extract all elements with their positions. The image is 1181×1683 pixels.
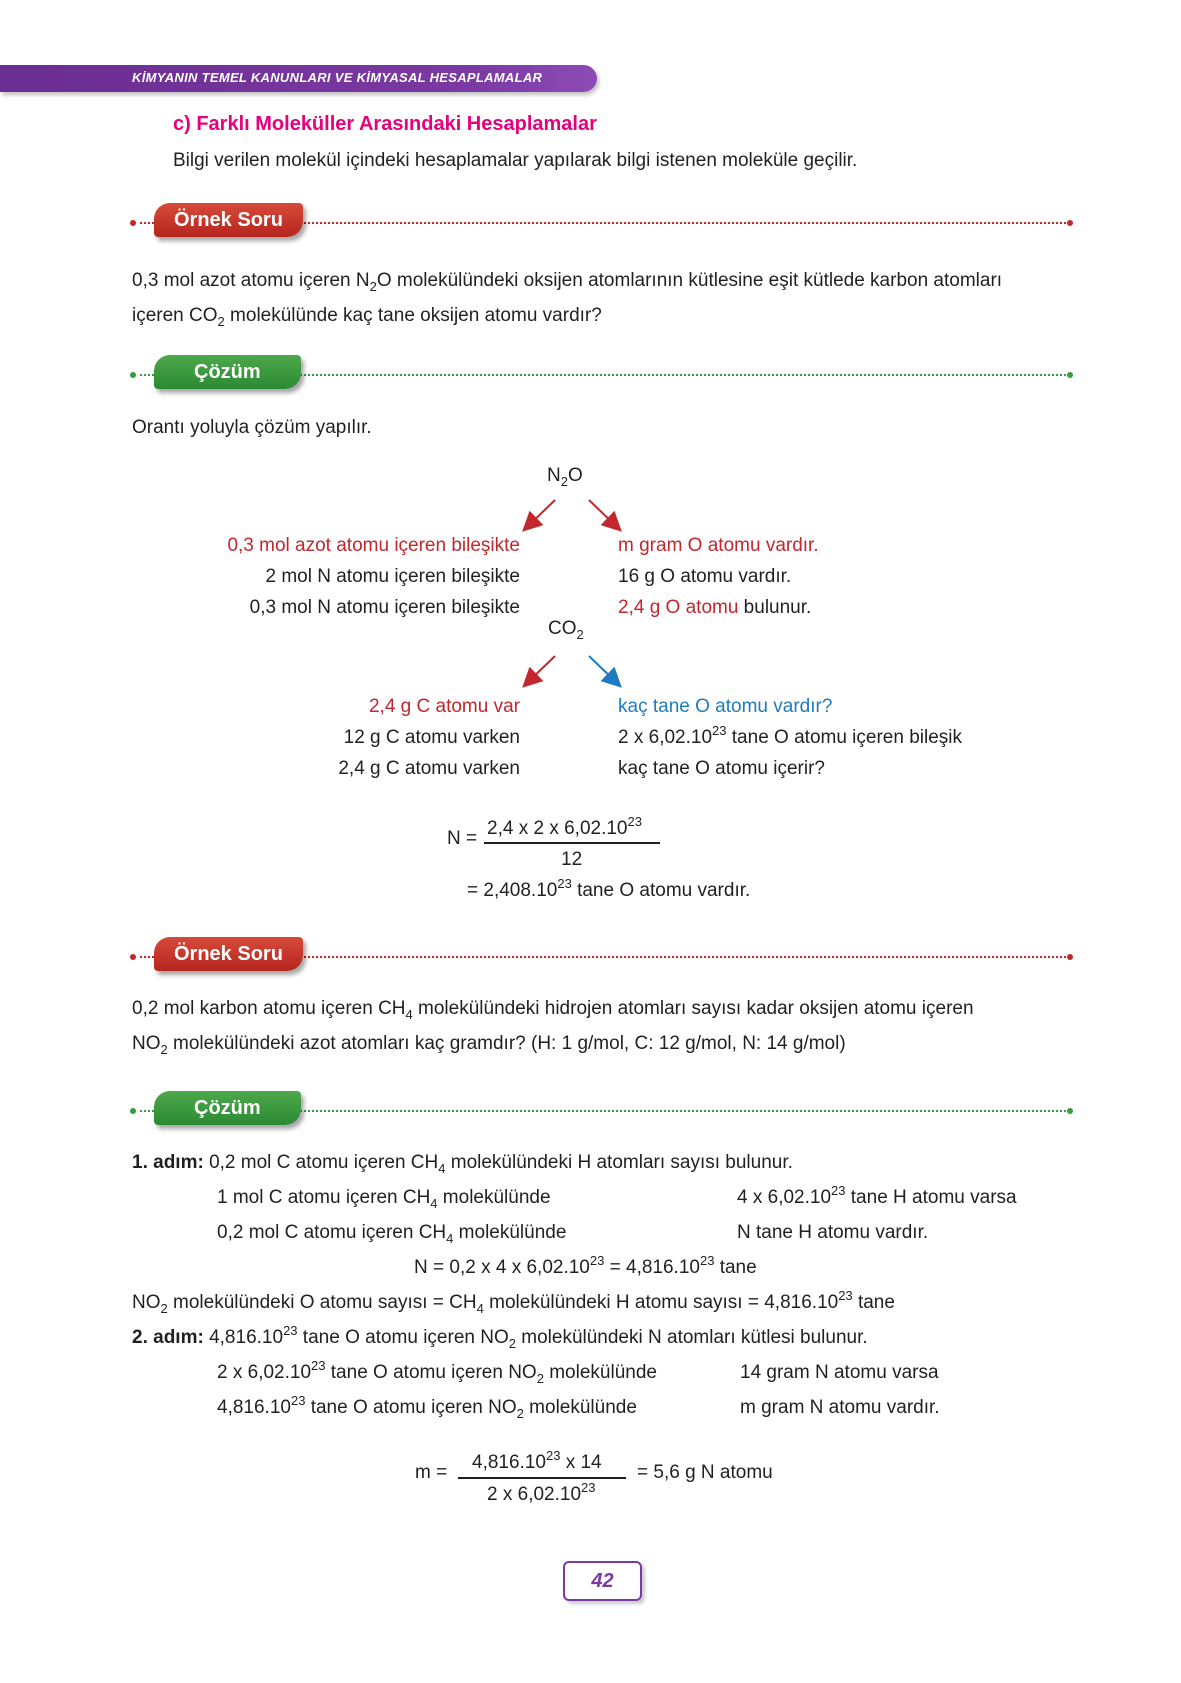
step1-calculation: N = 0,2 x 4 x $6,02.10^{23} = 4,816.10^{23}$ tane: [414, 1253, 757, 1278]
step1-row1-right: 4 x 6,02.10$^{23}$ tane H atomu varsa: [737, 1183, 1017, 1208]
solution-badge: Çözüm: [154, 1091, 301, 1125]
n2o-formula: $N_2O$: [547, 465, 583, 489]
arrow-right-1: [589, 500, 619, 529]
arrow-right-2: [589, 656, 619, 685]
formula1-result: = $2,408.10^{23}$ tane O atomu vardır.: [467, 876, 751, 901]
right1-line3: 2,4 g O atomu bulunur.: [618, 597, 812, 618]
formula2-fraction-bar: [458, 1477, 626, 1479]
example2-question-line1: 0,2 mol karbon atomu içeren $CH_4$ molekülündeki hidrojen atomları sayısı kadar oksijen atomu içeren: [132, 998, 974, 1022]
section-intro: Bilgi verilen molekül içindeki hesaplamalar yapılarak bilgi istenen moleküle geçilir.: [173, 150, 858, 171]
right2-line3: kaç tane O atomu içerir?: [618, 758, 825, 779]
arrow-left-2: [525, 656, 555, 685]
formula1-fraction-bar: [484, 842, 660, 844]
solution1-method: Orantı yoluyla çözüm yapılır.: [132, 417, 372, 438]
left2-line3: 2,4 g C atomu varken: [338, 758, 520, 779]
example-badge: Örnek Soru: [154, 937, 303, 971]
step1-row2-left: 0,2 mol C atomu içeren $CH_4$ molekülünde: [217, 1222, 567, 1246]
left2-line2: 12 g C atomu varken: [343, 727, 520, 748]
formula1-numerator: 2,4 x 2 x 6,02.10$^{23}$: [487, 814, 642, 839]
left2-line1: 2,4 g C atomu var: [368, 696, 520, 717]
step1-row1-left: 1 mol C atomu içeren $CH_4$ molekülünde: [217, 1187, 551, 1211]
right1-line2: 16 g O atomu vardır.: [618, 566, 792, 587]
solution-badge: Çözüm: [154, 355, 301, 389]
equality-line: $NO_2$ molekülündeki O atomu sayısı = $CH_4$ molekülündeki H atomu sayısı = $4,816.10^{23}$ tane: [132, 1288, 895, 1316]
left1-line1: 0,3 mol azot atomu içeren bileşikte: [227, 535, 520, 556]
running-header-title: KİMYANIN TEMEL KANUNLARI VE KİMYASAL HESAPLAMALAR: [132, 70, 543, 85]
step2-line: 2. adım: 4,816.10$^{23}$ tane O atomu içeren $NO_2$ molekülündeki N atomları kütlesi bulunur.: [132, 1323, 868, 1351]
example2-question-line2: $NO_2$ molekülündeki azot atomları kaç gramdır? (H: 1 g/mol, C: 12 g/mol, N: 14 g/mol): [132, 1033, 846, 1057]
example1-question-line2: içeren $CO_2$ molekülünde kaç tane oksijen atomu vardır?: [132, 305, 602, 329]
step2-row2-left: 4,816.10$^{23}$ tane O atomu içeren $NO_2$ molekülünde: [217, 1393, 637, 1421]
right1-line1: m gram O atomu vardır.: [618, 535, 819, 556]
formula2-lhs: m =: [415, 1462, 448, 1483]
step2-row1-left: 2 x 6,02.10$^{23}$ tane O atomu içeren $NO_2$ molekülünde: [217, 1358, 657, 1386]
rule-dot-right: [1067, 954, 1073, 960]
example-badge: Örnek Soru: [154, 203, 303, 237]
left1-line2: 2 mol N atomu içeren bileşikte: [265, 566, 520, 587]
co2-formula: $CO_2$: [548, 618, 584, 642]
arrow-left-1: [525, 500, 555, 529]
step2-row2-right: m gram N atomu vardır.: [740, 1397, 940, 1418]
formula2-denominator: 2 x 6,02.10$^{23}$: [487, 1480, 596, 1505]
section-title: c) Farklı Moleküller Arasındaki Hesaplamalar: [173, 113, 597, 135]
step1-line: 1. adım: 0,2 mol C atomu içeren $CH_4$ molekülündeki H atomları sayısı bulunur.: [132, 1152, 793, 1176]
rule-dot-right: [1067, 1108, 1073, 1114]
right2-line1: kaç tane O atomu vardır?: [618, 696, 833, 717]
right2-line2: 2 x 6,02.10$^{23}$ tane O atomu içeren bileşik: [618, 723, 963, 748]
step1-row2-right: N tane H atomu vardır.: [737, 1222, 929, 1243]
step2-row1-right: 14 gram N atomu varsa: [740, 1362, 939, 1383]
formula1-denominator: 12: [561, 849, 583, 870]
formula2-numerator: 4,816.10$^{23}$ x 14: [472, 1448, 602, 1473]
formula2-result: = 5,6 g N atomu: [637, 1462, 773, 1483]
rule-dot-left: [130, 954, 136, 960]
page-number: 42: [563, 1561, 642, 1601]
example1-question-line1: 0,3 mol azot atomu içeren $N_2O$ molekülündeki oksijen atomlarının kütlesine eşit kütlede karbon atomları: [132, 270, 1003, 294]
left1-line3: 0,3 mol N atomu içeren bileşikte: [249, 597, 520, 618]
formula1-lhs: N =: [447, 828, 478, 849]
rule-dot-left: [130, 1108, 136, 1114]
